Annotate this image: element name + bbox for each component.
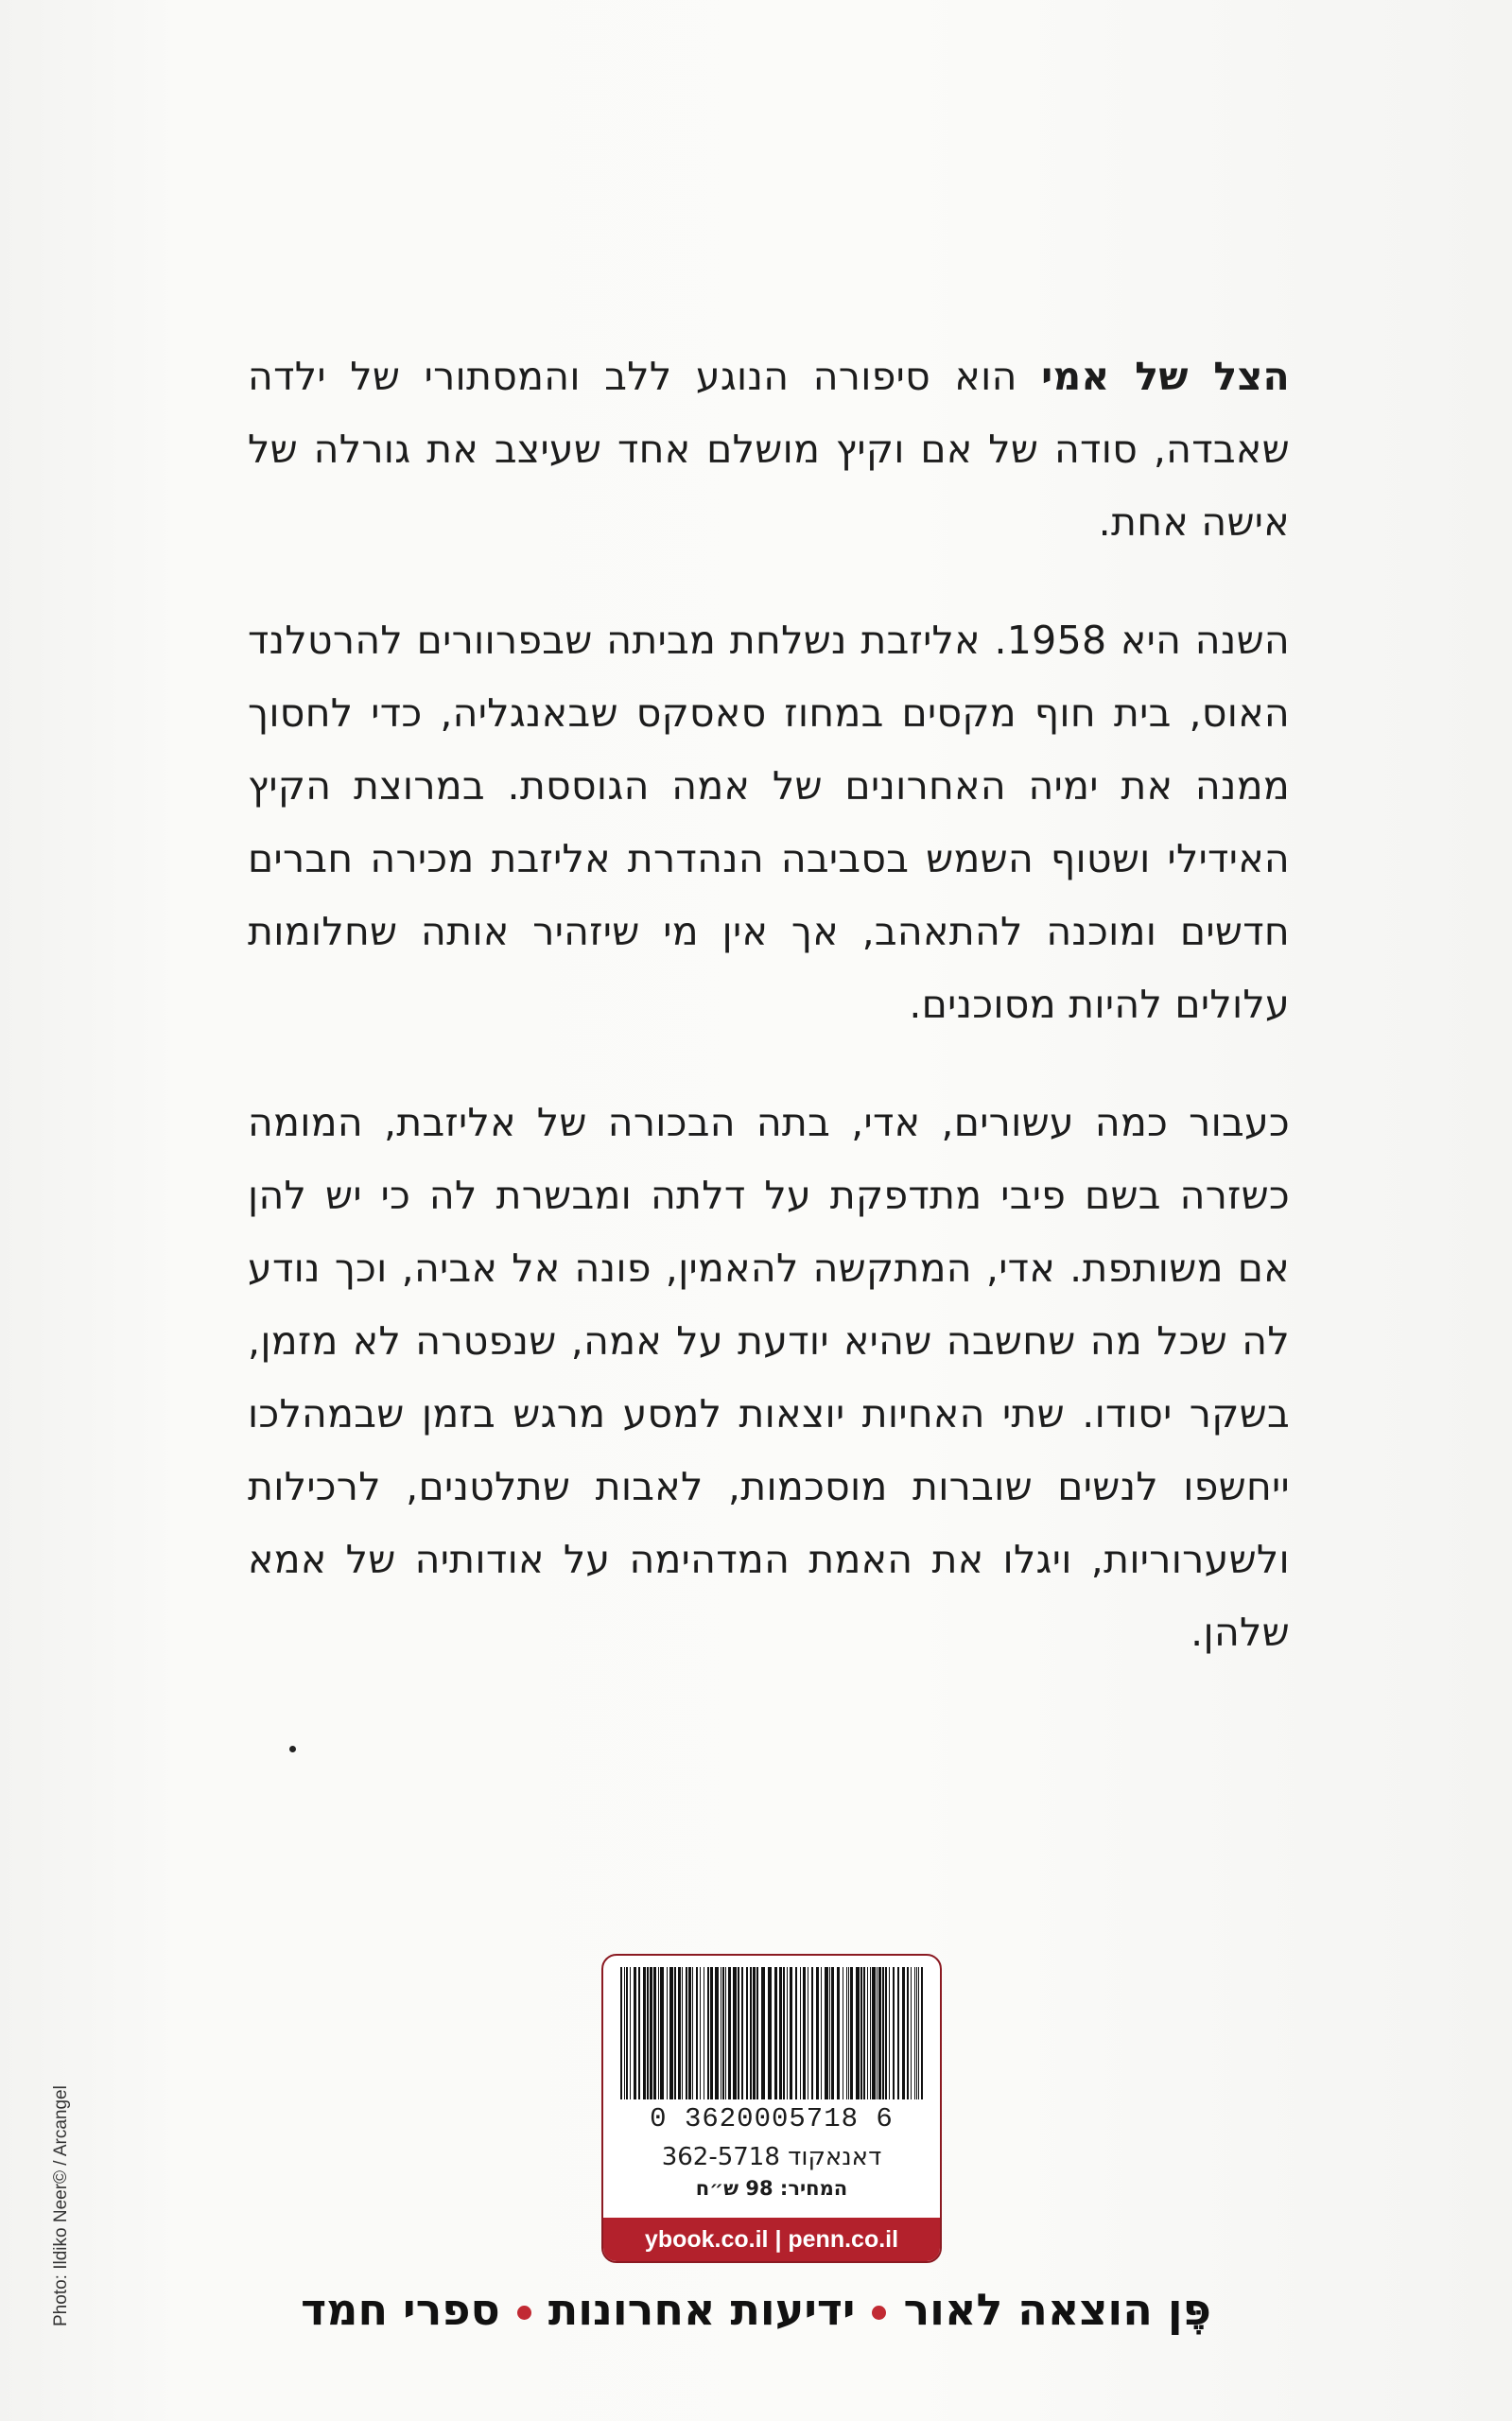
barcode-bar [872, 1967, 876, 2099]
barcode-bar [800, 1967, 801, 2099]
barcode-bar [893, 1967, 895, 2099]
barcode-bar [750, 1967, 752, 2099]
barcode-number: 0 3620005718 6 [650, 2103, 894, 2134]
barcode-bar [863, 1967, 865, 2099]
barcode-bar [650, 1967, 652, 2099]
barcode-bar [741, 1967, 743, 2099]
blurb-paragraph-1 [248, 340, 1290, 559]
barcode-bar [746, 1967, 748, 2099]
barcode-bar [878, 1967, 881, 2099]
danacode: דאנאקוד 362-5718 [661, 2143, 882, 2171]
barcode-bar [889, 1967, 890, 2099]
barcode-bar [870, 1967, 871, 2099]
separator-dot-icon [872, 2306, 886, 2320]
barcode-bar [795, 1967, 797, 2099]
barcode-bar [829, 1967, 830, 2099]
barcode-bar [761, 1967, 765, 2099]
barcode-bar [682, 1967, 683, 2099]
barcode-bar [647, 1967, 649, 2099]
barcode-bar [658, 1967, 659, 2099]
barcode-bar [707, 1967, 709, 2099]
price: המחיר: 98 ש״ח [695, 2177, 848, 2200]
barcode-bar [638, 1967, 640, 2099]
barcode-label [601, 1954, 942, 2263]
barcode-bar [790, 1967, 792, 2099]
barcode-bar [897, 1967, 899, 2099]
blurb-paragraph-2: השנה היא 1958. אליזבת נשלחת מביתה שבפרוורים להרטלנד האוס, בית חוף מקסים במחוז סאסקס שבאנגליה, כדי לחסוך ממנה את ימיה האחרונים של אמה הגוססת. במרוצת הקיץ האידילי ושטוף השמש בסביבה הנהדרת אליזבת מכירה חברים חדשים ומוכנה להתאהב, אך אין מי שיזהיר אותה שחלומות עלולים להיות מסוכנים. [248, 618, 1291, 1027]
barcode-bar [686, 1967, 687, 2099]
barcode-bar [821, 1967, 822, 2099]
publisher-yedioth: ידיעות אחרונות [547, 2284, 856, 2335]
barcode-bar [624, 1967, 625, 2099]
publisher-urls: ybook.co.il | penn.co.il [603, 2218, 940, 2261]
barcode-bar [753, 1967, 756, 2099]
barcode-bar [816, 1967, 819, 2099]
barcode-bar [733, 1967, 737, 2099]
barcode-bar [768, 1967, 772, 2099]
barcode-bar [660, 1967, 664, 2099]
barcode-bar [653, 1967, 656, 2099]
photo-credit-text: Photo: Ildiko Neer© / Arcangel [51, 2085, 71, 2326]
separator-dot-icon [517, 2306, 531, 2320]
barcode-bar [715, 1967, 719, 2099]
barcode-bar [811, 1967, 813, 2099]
barcode-bar [850, 1967, 853, 2099]
publishers-line [0, 2284, 1512, 2335]
blurb-paragraph-1-text: הוא סיפורה הנוגע ללב והמסתורי של ילדה שאבדה, סודה של אם וקיץ מושלם אחד שעיצב את גורלה של אישה אחת. [248, 354, 1290, 545]
book-title: הצל של אמי [1041, 354, 1290, 399]
barcode-bar [728, 1967, 731, 2099]
barcode-bar [907, 1967, 909, 2099]
barcode-bar [626, 1967, 628, 2099]
barcode-bar [669, 1967, 673, 2099]
blurb-text [248, 340, 1290, 1715]
barcode-bar [783, 1967, 785, 2099]
barcode-bar [867, 1967, 868, 2099]
barcode-bar [725, 1967, 726, 2099]
barcode-bar [803, 1967, 806, 2099]
barcode-bar [710, 1967, 713, 2099]
barcode-bar [914, 1967, 915, 2099]
barcode-bar [678, 1967, 681, 2099]
barcode-bar [882, 1967, 884, 2099]
barcode-bar [696, 1967, 698, 2099]
barcode-bar [779, 1967, 782, 2099]
barcode-bar [902, 1967, 905, 2099]
barcode-bar [856, 1967, 860, 2099]
barcode-bar [643, 1967, 646, 2099]
barcode-bar [620, 1967, 622, 2099]
barcode-bar [634, 1967, 636, 2099]
barcode-bar [688, 1967, 691, 2099]
barcode-bar [911, 1967, 912, 2099]
publisher-penn: פֶּן הוצאה לאור [903, 2284, 1211, 2335]
barcode-bar [921, 1967, 923, 2099]
barcode-bar [774, 1967, 777, 2099]
barcode-icon [617, 1967, 929, 2099]
publisher-hemed: ספרי חמד [301, 2284, 500, 2335]
barcode-bar [831, 1967, 834, 2099]
barcode-bar [722, 1967, 724, 2099]
barcode-bar [667, 1967, 668, 2099]
barcode-bar [738, 1967, 739, 2099]
barcode-bar [674, 1967, 676, 2099]
barcode-bar [860, 1967, 862, 2099]
barcode-bar [846, 1967, 847, 2099]
barcode-bar [756, 1967, 758, 2099]
barcode-bar [885, 1967, 887, 2099]
barcode-bar [837, 1967, 840, 2099]
stray-dot [289, 1746, 296, 1752]
barcode-bar [877, 1967, 878, 2099]
barcode-bar [700, 1967, 701, 2099]
barcode-bar [916, 1967, 917, 2099]
barcode-bar [630, 1967, 631, 2099]
barcode-bar [787, 1967, 788, 2099]
barcode-bar [692, 1967, 693, 2099]
barcode-bar [848, 1967, 849, 2099]
barcode-bar [918, 1967, 919, 2099]
blurb-paragraph-3: כעבור כמה עשורים, אדי, בתה הבכורה של אליזבת, המומה כשזרה בשם פיבי מתדפקת על דלתה ומבשרת לה כי יש להן אם משותפת. אדי, המתקשה להאמין, פונה אל אביה, וכך נודע לה שכל מה שחשבה שהיא יודעת על אמה, שנפטרה לא מזמן, בשקר יסודו. שתי האחיות יוצאות למסע מרגש בזמן שבמהלכו ייחשפו לנשים שוברות מוסכמות, לאבות שתלטנים, לרכילות ולשערוריות, ויגלו את האמת המדהימה על אודותיה של אמא שלהן. [248, 1100, 1290, 1655]
barcode-bar [825, 1967, 828, 2099]
